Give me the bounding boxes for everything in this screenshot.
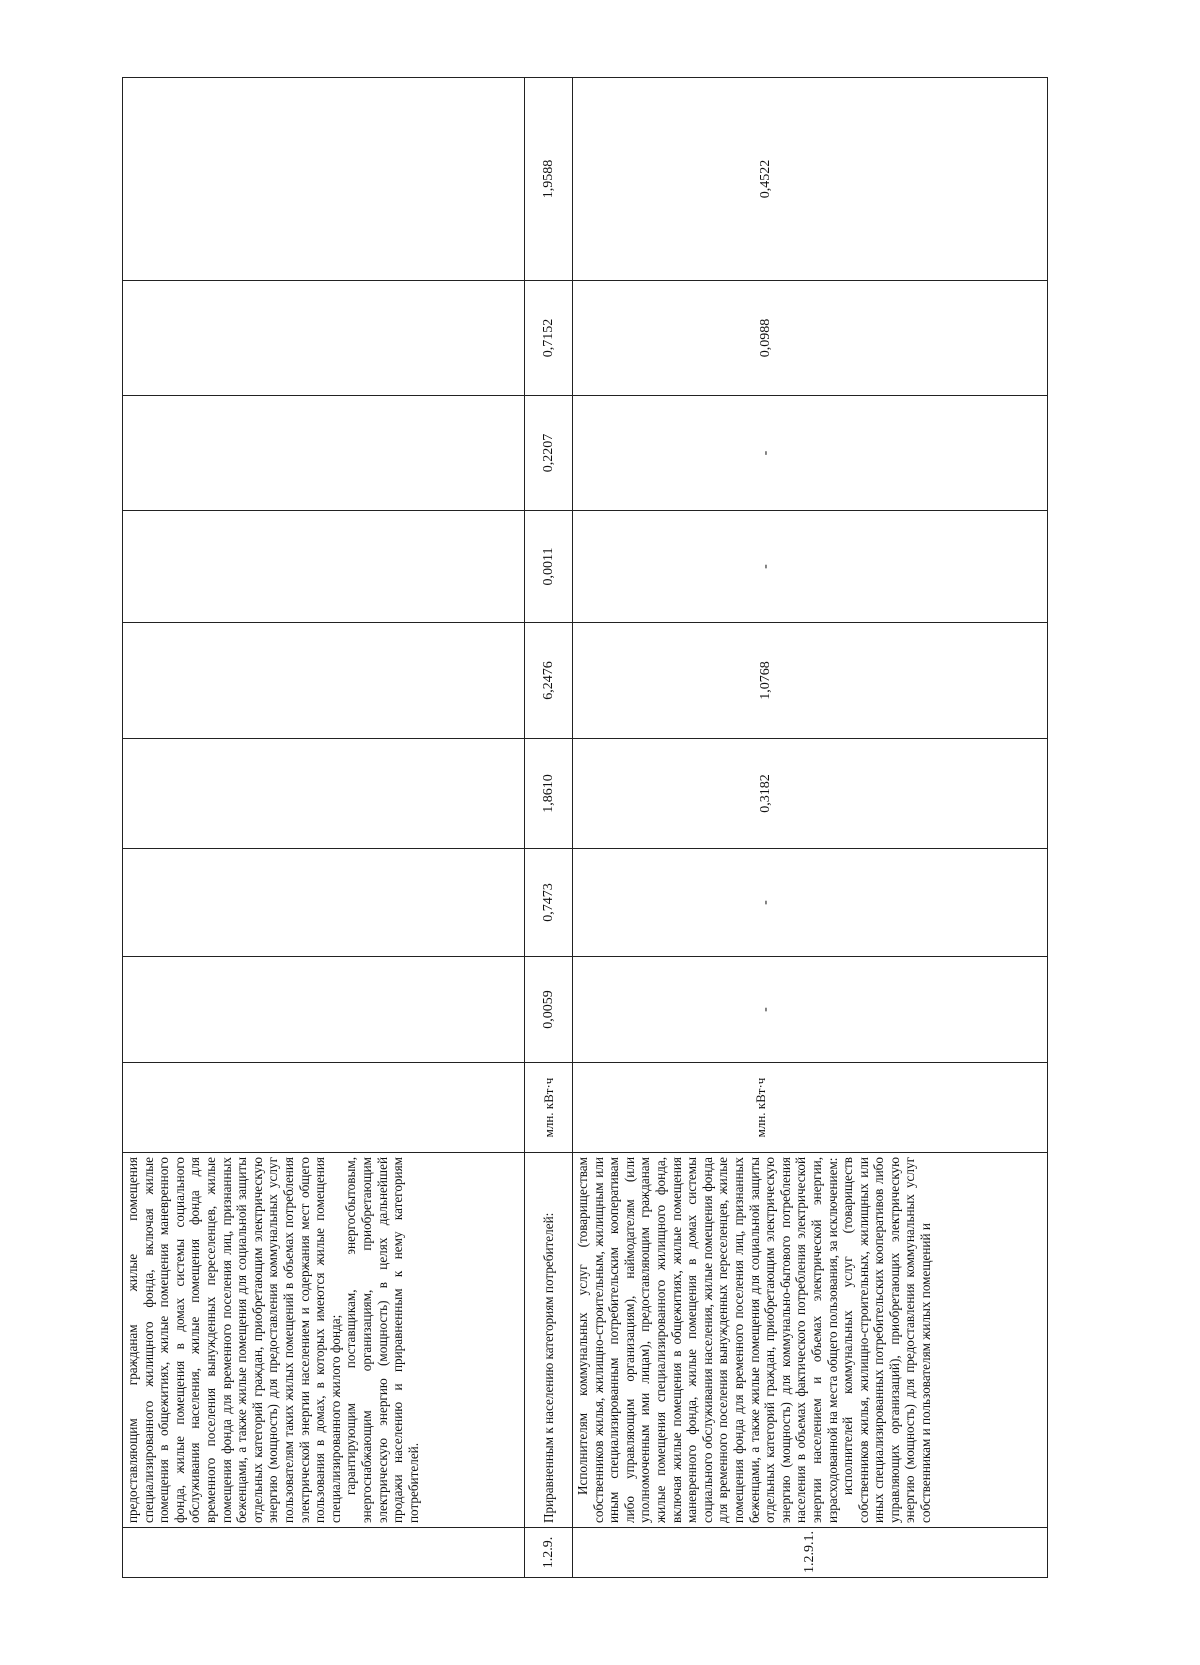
value-cell: 1,0768 bbox=[573, 623, 1048, 739]
description-paragraph: гарантирующим поставщикам, энергосбытовым, энергоснабжающим организациям, приобретающим электрическую энергию (мощность) в целях дальнейшей продажи населению и приравненным к нему категориям потребителей. bbox=[343, 1157, 421, 1523]
value-cell bbox=[123, 396, 525, 511]
value-cell: - bbox=[573, 957, 1048, 1063]
row-index bbox=[123, 1528, 525, 1578]
value-cell: 0,7473 bbox=[525, 849, 573, 957]
description-paragraph: Исполнителям коммунальных услуг (товариществам собственников жилья, жилищно-строительным, жилищным или иным специализированным потребительским кооперативам либо управляющим организациям), наймодателям (или уполномоченным ими лицам), предоставляющим гражданам жилые помещения специализированного жилищного фонда, включая жилые помещения в общежитиях, жилые помещения маневренного фонда, жилые помещения в домах системы социального обслуживания населения, жилые помещения фонда для временного поселения вынужденных переселенцев, жилые помещения фонда для временного поселения лиц, признанных беженцами, а также жилые помещения для социальной защиты отдельных категорий граждан, приобретающим электрическую энергию (мощность) для коммунально-бытового потребления населения в объемах фактического потребления электрической энергии населением и объемах электрической энергии, израсходованной на места общего пользования, за исключением: bbox=[575, 1157, 840, 1523]
value-cell bbox=[123, 78, 525, 281]
row-description bbox=[525, 1153, 573, 1528]
value-cell: 0,0011 bbox=[525, 511, 573, 623]
value-cell bbox=[123, 739, 525, 849]
value-cell bbox=[123, 957, 525, 1063]
value-cell: - bbox=[573, 511, 1048, 623]
rotated-table-sheet bbox=[122, 78, 1047, 1578]
table-row bbox=[123, 78, 525, 1578]
value-cell bbox=[123, 849, 525, 957]
description-paragraph: исполнителей коммунальных услуг (товариществ собственников жилья, жилищно-строительных, жилищных или иных специализированных потребительских кооперативов либо управляющих организаций), приобретающих электрическую энергию (мощность) для предоставления коммунальных услуг собственникам и пользователям жилых помещений и bbox=[840, 1157, 934, 1523]
value-cell: 0,0988 bbox=[573, 281, 1048, 396]
table-row bbox=[525, 78, 573, 1578]
value-cell bbox=[123, 281, 525, 396]
description-paragraph: предоставляющим гражданам жилые помещения специализированного жилищного фонда, включая жилые помещения в общежитиях, жилые помещения маневренного фонда, жилые помещения в домах системы социального обслуживания населения, жилые помещения фонда для временного поселения вынужденных переселенцев, жилые помещения фонда для временного поселения лиц, признанных беженцами, а также жилые помещения для социальной защиты отдельных категорий граждан, приобретающим электрическую энергию (мощность) для предоставления коммунальных услуг пользователям таких жилых помещений в объемах потребления электрической энергии населением и содержания мест общего пользования в домах, в которых имеются жилые помещения специализированного жилого фонда; bbox=[125, 1157, 343, 1523]
value-cell: 6,2476 bbox=[525, 623, 573, 739]
value-cell: 0,2207 bbox=[525, 396, 573, 511]
value-cell: 1,9588 bbox=[525, 78, 573, 281]
row-description bbox=[573, 1153, 1048, 1528]
tariff-volume-table bbox=[122, 77, 1048, 1578]
row-description bbox=[123, 1153, 525, 1528]
value-cell bbox=[123, 511, 525, 623]
unit-cell: млн. кВт·ч bbox=[573, 1063, 1048, 1153]
value-cell: - bbox=[573, 849, 1048, 957]
description-paragraph: Приравненным к населению категориям потребителей: bbox=[540, 1212, 556, 1523]
value-cell: 0,4522 bbox=[573, 78, 1048, 281]
unit-cell bbox=[123, 1063, 525, 1153]
value-cell: - bbox=[573, 396, 1048, 511]
row-index: 1.2.9.1. bbox=[573, 1528, 1048, 1578]
value-cell: 0,0059 bbox=[525, 957, 573, 1063]
table-row bbox=[573, 78, 1048, 1578]
unit-cell: млн. кВт·ч bbox=[525, 1063, 573, 1153]
row-index: 1.2.9. bbox=[525, 1528, 573, 1578]
value-cell: 1,8610 bbox=[525, 739, 573, 849]
value-cell: 0,3182 bbox=[573, 739, 1048, 849]
value-cell: 0,7152 bbox=[525, 281, 573, 396]
value-cell bbox=[123, 623, 525, 739]
